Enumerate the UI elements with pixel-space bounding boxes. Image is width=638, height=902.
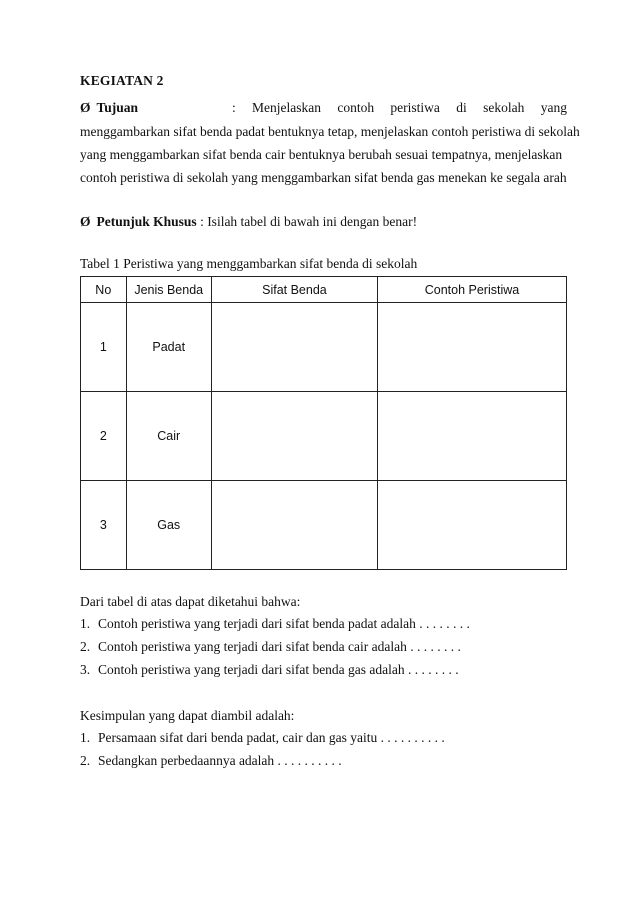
cell-no: 3 xyxy=(81,481,127,570)
cell-contoh[interactable] xyxy=(377,392,566,481)
item-text: Contoh peristiwa yang terjadi dari sifat benda cair adalah . . . . . . . . xyxy=(98,639,461,654)
conclusion-intro: Kesimpulan yang dapat diambil adalah: xyxy=(80,708,295,723)
tujuan-word: contoh xyxy=(337,100,375,115)
cell-no: 2 xyxy=(81,392,127,481)
cell-contoh[interactable] xyxy=(377,481,566,570)
item-text: Contoh peristiwa yang terjadi dari sifat benda padat adalah . . . . . . . . xyxy=(98,616,470,631)
item-number: 1. xyxy=(80,616,91,631)
cell-jenis: Gas xyxy=(126,481,211,570)
petunjuk-label: Petunjuk Khusus xyxy=(96,214,197,229)
conclusion-item xyxy=(80,730,445,746)
findings-intro: Dari tabel di atas dapat diketahui bahwa: xyxy=(80,594,301,609)
item-number: 2. xyxy=(80,639,91,654)
tujuan-word: di xyxy=(456,100,467,115)
table-caption: Tabel 1 Peristiwa yang menggambarkan sifat benda di sekolah xyxy=(80,256,418,271)
tujuan-word: Menjelaskan xyxy=(252,100,321,115)
item-text: Persamaan sifat dari benda padat, cair dan gas yaitu . . . . . . . . . . xyxy=(98,730,445,745)
bullet-symbol: Ø xyxy=(80,100,91,115)
bullet-symbol: Ø xyxy=(80,214,91,229)
cell-jenis: Padat xyxy=(126,303,211,392)
header-jenis-benda: Jenis Benda xyxy=(126,277,211,303)
cell-contoh[interactable] xyxy=(377,303,566,392)
tujuan-line-4: contoh peristiwa di sekolah yang menggambarkan sifat benda gas menekan ke segala arah xyxy=(80,170,567,185)
item-number: 1. xyxy=(80,730,91,745)
cell-jenis: Cair xyxy=(126,392,211,481)
property-table xyxy=(80,276,567,570)
petunjuk-text: : Isilah tabel di bawah ini dengan benar! xyxy=(196,214,418,229)
tujuan-word: peristiwa xyxy=(390,100,440,115)
header-sifat-benda: Sifat Benda xyxy=(211,277,377,303)
tujuan-colon: : xyxy=(232,100,236,115)
table-header-row xyxy=(81,277,567,303)
conclusion-item xyxy=(80,753,342,769)
petunjuk-line xyxy=(80,213,567,230)
cell-sifat[interactable] xyxy=(211,481,377,570)
activity-heading: KEGIATAN 2 xyxy=(80,73,164,88)
table-row xyxy=(81,481,567,570)
tujuan-word: sekolah xyxy=(483,100,525,115)
table-row xyxy=(81,392,567,481)
item-number: 2. xyxy=(80,753,91,768)
tujuan-label xyxy=(80,100,138,116)
header-contoh-peristiwa: Contoh Peristiwa xyxy=(377,277,566,303)
cell-sifat[interactable] xyxy=(211,303,377,392)
cell-sifat[interactable] xyxy=(211,392,377,481)
findings-item xyxy=(80,662,459,678)
findings-item xyxy=(80,616,470,632)
tujuan-first-line xyxy=(252,100,567,116)
tujuan-line-3: yang menggambarkan sifat benda cair bentuknya berubah sesuai tempatnya, menjelaskan xyxy=(80,147,563,162)
item-number: 3. xyxy=(80,662,91,677)
cell-no: 1 xyxy=(81,303,127,392)
findings-item xyxy=(80,639,461,655)
tujuan-label-text: Tujuan xyxy=(96,100,139,115)
item-text: Contoh peristiwa yang terjadi dari sifat benda gas adalah . . . . . . . . xyxy=(98,662,459,677)
tujuan-line-2: menggambarkan sifat benda padat bentuknya tetap, menjelaskan contoh peristiwa di sekolah xyxy=(80,124,580,139)
table-row xyxy=(81,303,567,392)
header-no: No xyxy=(81,277,127,303)
item-text: Sedangkan perbedaannya adalah . . . . . . . . . . xyxy=(98,753,342,768)
tujuan-word: yang xyxy=(540,100,567,115)
